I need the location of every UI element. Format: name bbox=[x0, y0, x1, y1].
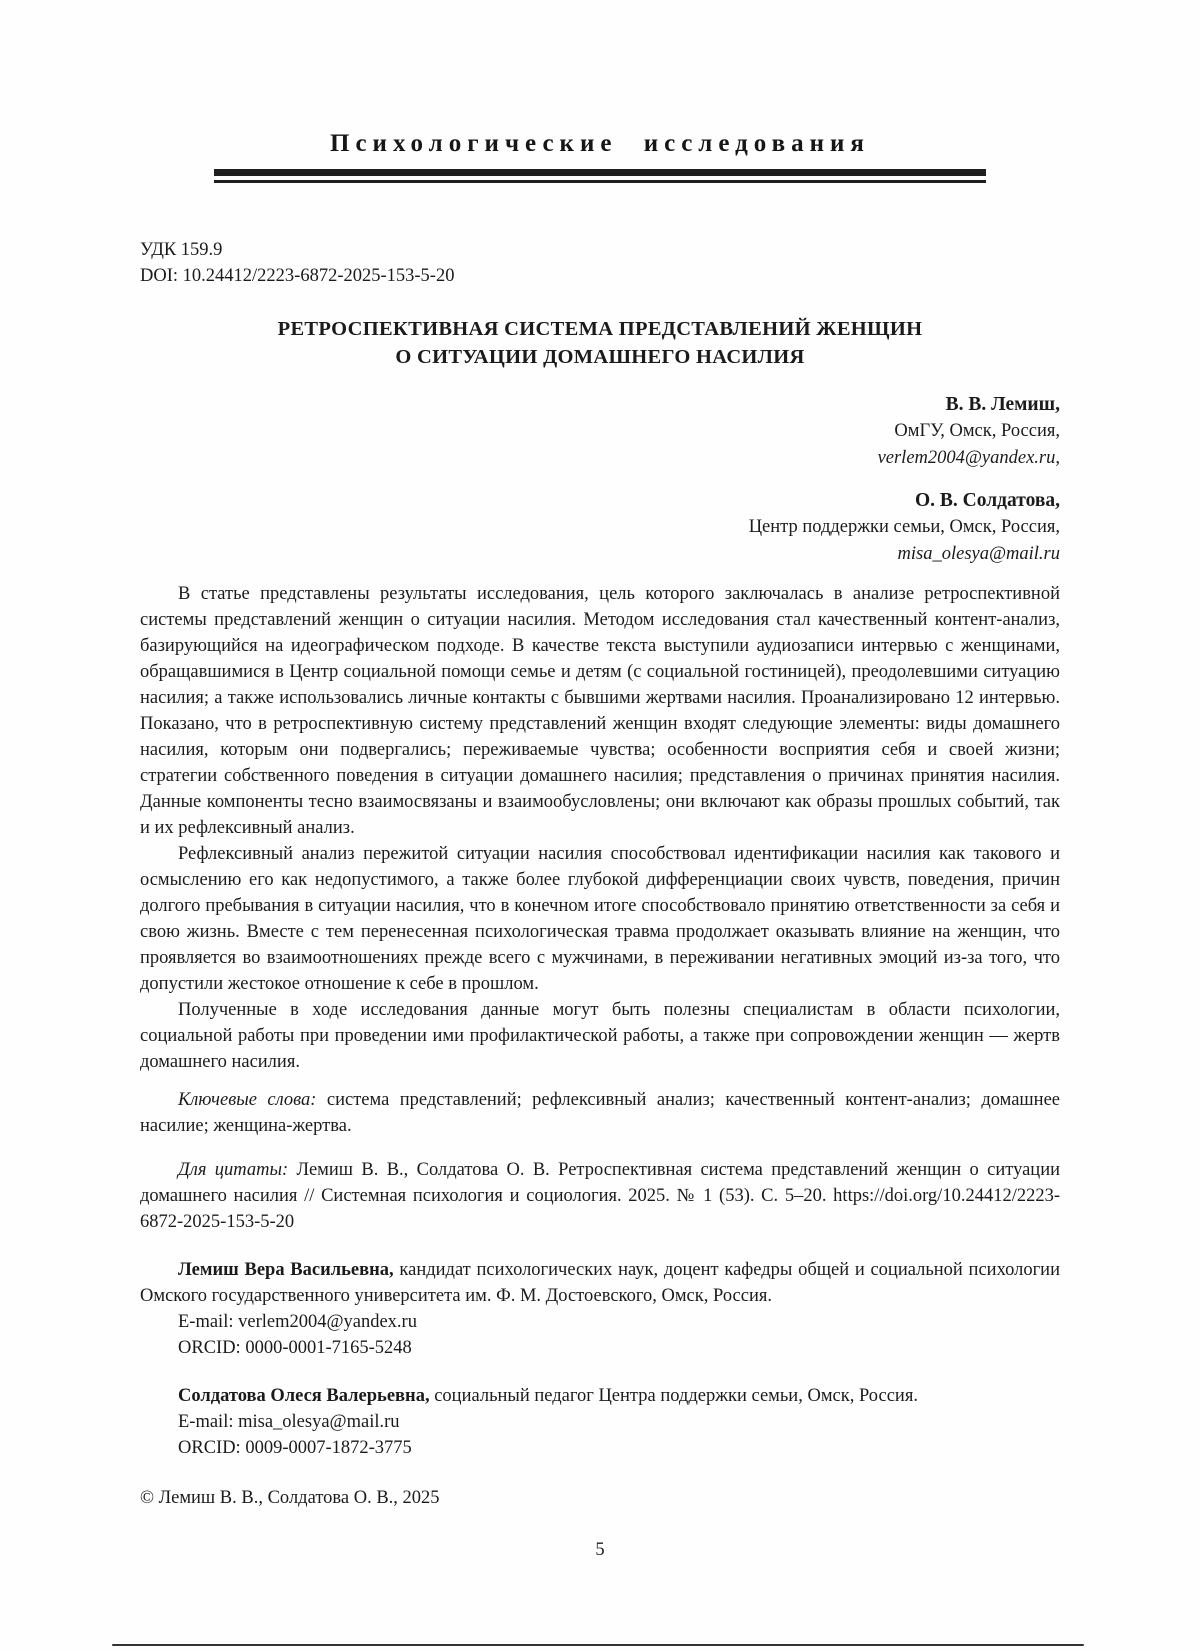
header-rule-thick bbox=[214, 169, 986, 176]
article-title-line1: РЕТРОСПЕКТИВНАЯ СИСТЕМА ПРЕДСТАВЛЕНИЙ ЖЕНЩИН bbox=[277, 318, 923, 341]
citation-label: Для цитаты: bbox=[178, 1160, 289, 1181]
author-bio-name: Солдатова Олеся Валерьевна, bbox=[178, 1386, 430, 1407]
journal-section-header bbox=[140, 128, 1060, 183]
authors-block bbox=[140, 391, 1060, 568]
doi-code: DOI: 10.24412/2223-6872-2025-153-5-20 bbox=[140, 266, 455, 287]
author-bio-email: E-mail: misa_olesya@mail.ru bbox=[178, 1412, 400, 1433]
author-bio-2 bbox=[140, 1383, 1060, 1461]
abstract-paragraph-3: Полученные в ходе исследования данные могут быть полезны специалистам в области психологии, социальной работы при проведении ими профилактической работы, а также при сопровождении женщин — жертв домашнего насилия. bbox=[140, 1000, 1060, 1073]
author-affiliation: Центр поддержки семьи, Омск, Россия, bbox=[748, 517, 1060, 538]
author-bio-description: социальный педагог Центра поддержки семьи, Омск, Россия. bbox=[429, 1386, 918, 1407]
author-bio-name: Лемиш Вера Васильевна, bbox=[178, 1260, 394, 1281]
article-title-line2: О СИТУАЦИИ ДОМАШНЕГО НАСИЛИЯ bbox=[395, 346, 805, 369]
author-bio-orcid: ORCID: 0009-0007-1872-3775 bbox=[178, 1438, 412, 1459]
author-bio-description: кандидат психологических наук, доцент кафедры общей и социальной психологии Омского государственного университета им. Ф. М. Достоевского, Омск, Россия. bbox=[140, 1260, 1060, 1307]
author-bio-text bbox=[140, 1257, 1060, 1309]
author-bio-email: E-mail: verlem2004@yandex.ru bbox=[178, 1312, 417, 1333]
copyright-line: © Лемиш В. В., Солдатова О. В., 2025 bbox=[140, 1488, 440, 1509]
author-email: misa_olesya@mail.ru bbox=[897, 544, 1060, 565]
author-affiliation: ОмГУ, Омск, Россия, bbox=[894, 421, 1060, 442]
author-email: verlem2004@yandex.ru, bbox=[877, 448, 1060, 469]
author-block-1 bbox=[140, 391, 1060, 472]
author-bio-1 bbox=[140, 1257, 1060, 1361]
journal-section-title: Психологические исследования bbox=[330, 130, 870, 157]
citation-paragraph bbox=[140, 1157, 1060, 1235]
article-title bbox=[140, 315, 1060, 371]
keywords-label: Ключевые слова: bbox=[178, 1090, 317, 1111]
author-bio-text bbox=[140, 1383, 1060, 1409]
page-number: 5 bbox=[595, 1540, 605, 1561]
keywords-paragraph bbox=[140, 1087, 1060, 1139]
author-block-2 bbox=[140, 487, 1060, 568]
author-name: В. В. Лемиш, bbox=[945, 394, 1060, 416]
scan-edge-line bbox=[112, 1644, 1084, 1646]
article-meta bbox=[140, 237, 1060, 289]
udk-code: УДК 159.9 bbox=[140, 240, 223, 261]
abstract bbox=[140, 581, 1060, 1075]
author-name: О. В. Солдатова, bbox=[914, 490, 1060, 512]
header-rule-thin bbox=[214, 180, 986, 183]
keywords-text: система представлений; рефлексивный анализ; качественный контент-анализ; домашнее насилие; женщина-жертва. bbox=[140, 1090, 1060, 1137]
abstract-paragraph-2: Рефлексивный анализ пережитой ситуации насилия способствовал идентификации насилия как такового и осмыслению его как недопустимого, а также более глубокой дифференциации своих чувств, поведения, причин долгого пребывания в ситуации насилия, что в конечном итоге способствовало принятию ответственности за себя и свою жизнь. Вместе с тем перенесенная психологическая травма продолжает оказывать влияние на женщин, что проявляется во взаимоотношениях прежде всего с мужчинами, в переживании негативных эмоций из-за того, что допустили жестокое отношение к себе в прошлом. bbox=[140, 844, 1060, 995]
abstract-paragraph-1: В статье представлены результаты исследования, цель которого заключалась в анализе ретроспективной системы представлений женщин о ситуации насилия. Методом исследования стал качественный контент-анализ, базирующийся на идеографическом подходе. В качестве текста выступили аудиозаписи интервью с женщинами, обращавшимися в Центр социальной помощи семье и детям (с социальной гостиницей), преодолевшими ситуацию насилия; а также использовались личные контакты с бывшими жертвами насилия. Проанализировано 12 интервью. Показано, что в ретроспективную систему представлений женщин входят следующие элементы: виды домашнего насилия, которым они подвергались; переживаемые чувства; особенности восприятия себя и своей жизни; стратегии собственного поведения в ситуации домашнего насилия; представления о причинах принятия насилия. Данные компоненты тесно взаимосвязаны и взаимообусловлены; они включают как образы прошлых событий, так и их рефлексивный анализ. bbox=[140, 584, 1060, 839]
citation-text: Лемиш В. В., Солдатова О. В. Ретроспективная система представлений женщин о ситуации домашнего насилия // Системная психология и социология. 2025. № 1 (53). С. 5–20. https://doi.org/10.24412/2223-6872-2025-153-5-20 bbox=[140, 1160, 1060, 1233]
author-bio-orcid: ORCID: 0000-0001-7165-5248 bbox=[178, 1338, 412, 1359]
